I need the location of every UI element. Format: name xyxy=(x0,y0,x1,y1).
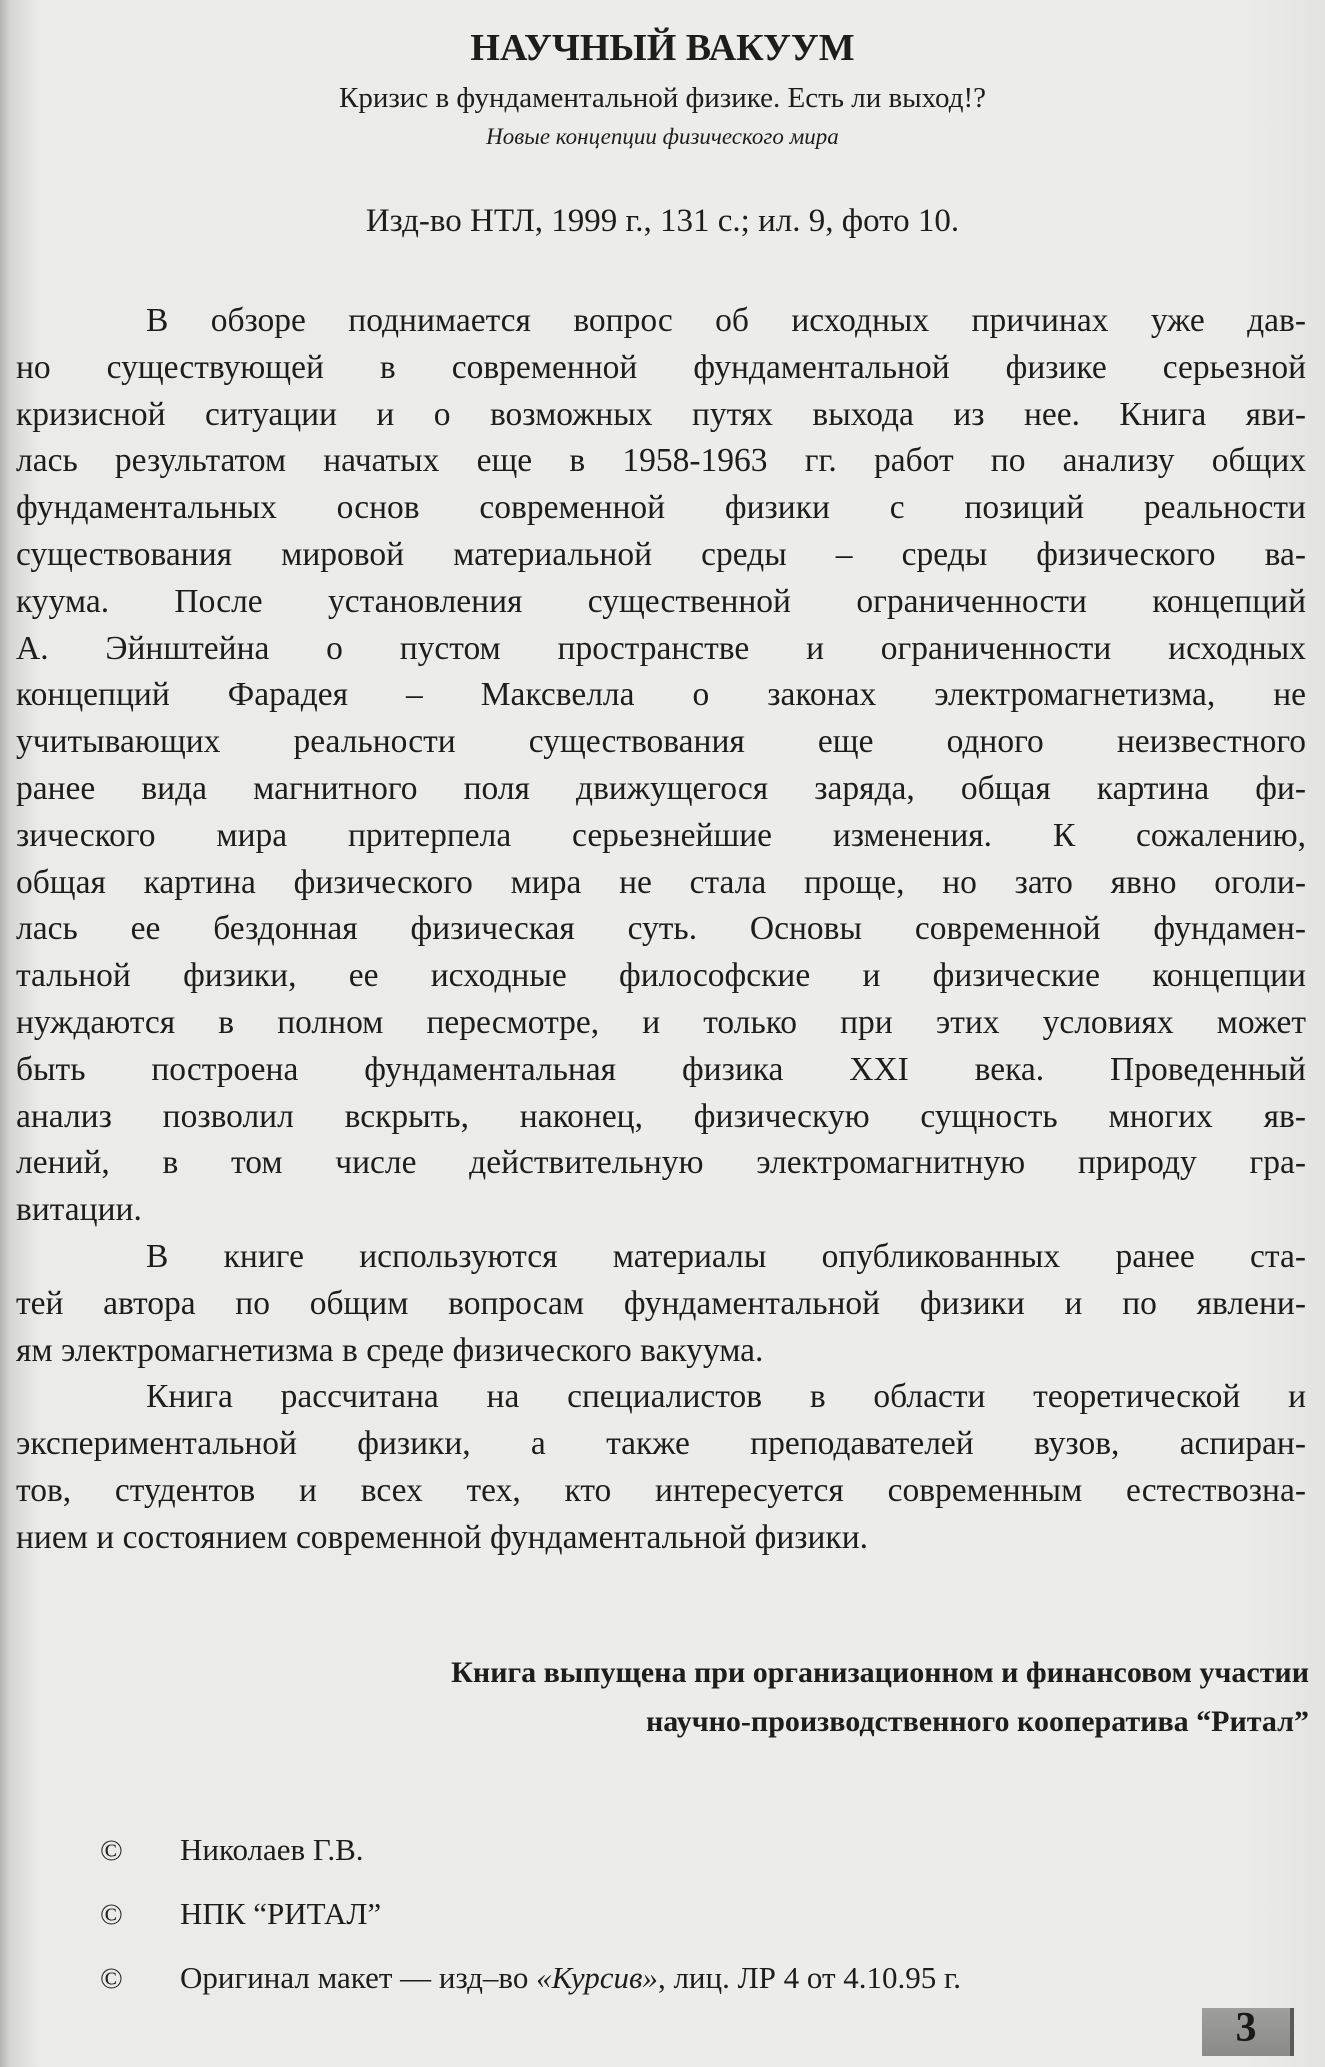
copyright-layout-publisher: «Курсив» xyxy=(536,1960,658,1995)
body-line: куума. После установления существенной ограниченности концепций xyxy=(16,582,1306,620)
body-line: В книге используются материалы опубликованных ранее ста- xyxy=(146,1237,1306,1275)
document-subtitle: Кризис в фундаментальной физике. Есть ли выход!? xyxy=(338,82,987,114)
copyright-icon: © xyxy=(100,1898,123,1931)
copyright-icon: © xyxy=(100,1962,123,1995)
abstract-body xyxy=(16,298,1306,1562)
body-line: концепций Фарадея – Максвелла о законах электромагнетизма, не xyxy=(16,676,1306,714)
body-line: тальной физики, ее исходные философские и физические концепции xyxy=(16,957,1306,995)
body-line: учитывающих реальности существования еще одного неизвестного xyxy=(16,723,1306,761)
copyright-layout-prefix: Оригинал макет — изд–во xyxy=(180,1960,537,1995)
body-line: но существующей в современной фундаментальной физике серьезной xyxy=(16,348,1306,386)
page-number: 3 xyxy=(1235,2005,1257,2051)
body-line: фундаментальных основ современной физики с позиций реальности xyxy=(16,489,1306,527)
body-line: нием и состоянием современной фундаментальной физики. xyxy=(16,1518,868,1556)
body-line: анализ позволил вскрыть, наконец, физическую сущность многих яв- xyxy=(16,1097,1306,1135)
body-line: тов, студентов и всех тех, кто интересуется современным естествозна- xyxy=(16,1471,1306,1509)
body-line: зического мира притерпела серьезнейшие изменения. К сожалению, xyxy=(16,816,1306,854)
body-line: ранее вида магнитного поля движущегося заряда, общая картина фи- xyxy=(16,769,1306,807)
document-title: НАУЧНЫЙ ВАКУУМ xyxy=(470,27,855,69)
sponsor-line-2: научно-производственного кооператива “Ритал” xyxy=(645,1705,1309,1738)
body-line: витации. xyxy=(16,1191,142,1229)
copyright-item xyxy=(100,1946,961,2010)
sponsor-note xyxy=(451,1648,1309,1746)
copyright-icon: © xyxy=(100,1834,123,1867)
body-line: нуждаются в полном пересмотре, и только при этих условиях может xyxy=(16,1003,1306,1041)
body-line: кризисной ситуации и о возможных путях выхода из нее. Книга яви- xyxy=(16,395,1306,433)
copyright-layout xyxy=(180,1960,961,1995)
body-line: общая картина физического мира не стала проще, но зато явно оголи- xyxy=(16,863,1306,901)
body-line: В обзоре поднимается вопрос об исходных причинах уже дав- xyxy=(146,302,1306,339)
document-tagline: Новые концепции физического мира xyxy=(486,124,839,149)
sponsor-line-1: Книга выпущена при организационном и финансовом участии xyxy=(451,1656,1309,1689)
body-line: тей автора по общим вопросам фундаментальной физики и по явлени- xyxy=(16,1284,1306,1322)
copyright-holder: Николаев Г.В. xyxy=(180,1832,364,1867)
body-line: ям электромагнетизма в среде физического вакуума. xyxy=(16,1331,764,1369)
body-line: лений, в том числе действительную электромагнитную природу гра- xyxy=(16,1144,1306,1182)
body-line: существования мировой материальной среды – среды физического ва- xyxy=(16,535,1306,573)
copyright-layout-suffix: , лиц. ЛР 4 от 4.10.95 г. xyxy=(657,1960,961,1995)
publisher-info: Изд-во НТЛ, 1999 г., 131 с.; ил. 9, фото 10. xyxy=(365,203,960,239)
body-line: Книга рассчитана на специалистов в области теоретической и xyxy=(146,1378,1306,1416)
body-line: лась ее бездонная физическая суть. Основы современной фундамен- xyxy=(16,910,1306,948)
copyright-item xyxy=(100,1818,961,1882)
body-line: быть построена фундаментальная физика XXI века. Проведенный xyxy=(16,1050,1306,1088)
copyright-list xyxy=(100,1818,961,2010)
body-line: А. Эйнштейна о пустом пространстве и ограниченности исходных xyxy=(16,629,1306,667)
copyright-item xyxy=(100,1882,961,1946)
copyright-holder: НПК “РИТАЛ” xyxy=(180,1896,382,1931)
body-line: экспериментальной физики, а также преподавателей вузов, аспиран- xyxy=(16,1425,1306,1463)
body-line: лась результатом начатых еще в 1958-1963 гг. работ по анализу общих xyxy=(16,442,1306,480)
